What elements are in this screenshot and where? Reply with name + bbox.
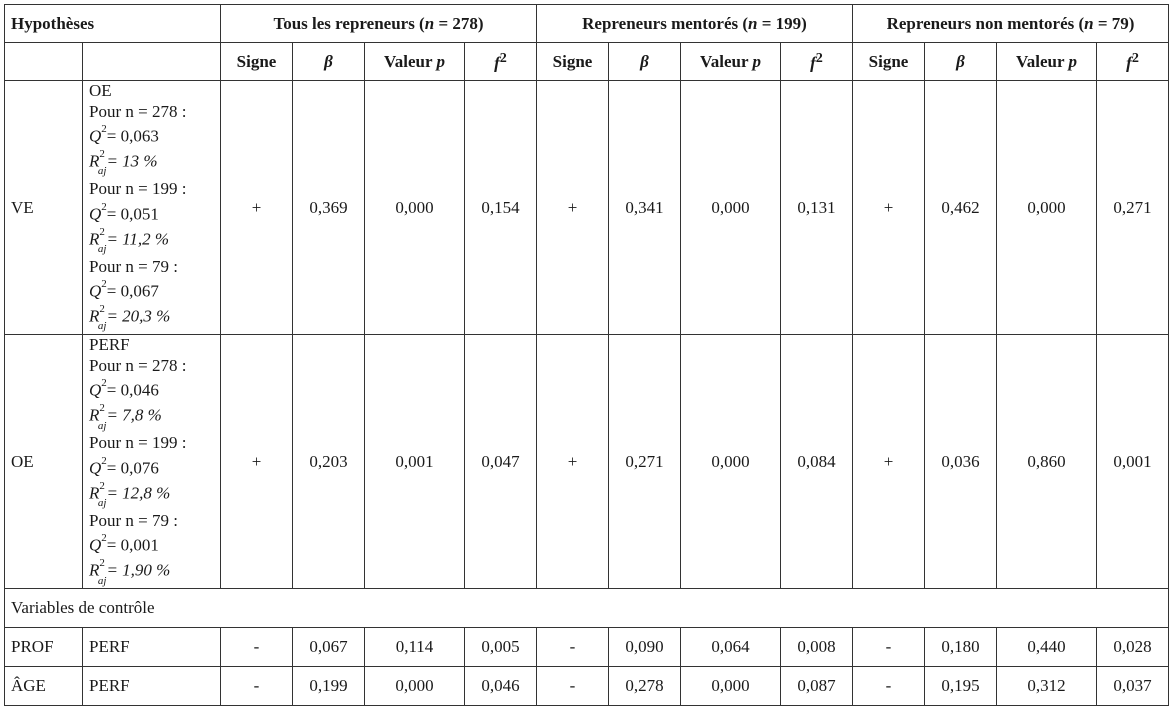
table-cell: -	[537, 628, 609, 667]
r2-value: = 7,8 %	[106, 406, 162, 426]
table-cell: 0,312	[997, 667, 1097, 706]
table-cell: 0,046	[465, 667, 537, 706]
q2-value: = 0,046	[106, 380, 159, 400]
group-n: = 278)	[434, 13, 484, 33]
table-cell: +	[853, 335, 925, 589]
table-cell: +	[537, 81, 609, 335]
stat-r2	[89, 302, 214, 334]
r2-value: = 20,3 %	[106, 307, 171, 327]
q2-value: = 0,067	[106, 281, 159, 301]
table-cell: +	[221, 81, 293, 335]
col-pvalue-header	[681, 43, 781, 81]
beta-symbol: β	[956, 51, 965, 71]
q-superscript: 2	[101, 532, 107, 545]
q2-value: = 0,051	[106, 204, 159, 224]
q-symbol: Q	[89, 126, 102, 146]
stat-q2	[89, 454, 214, 479]
table-cell: 0,000	[365, 667, 465, 706]
r-symbol: R	[89, 152, 100, 172]
col-beta-header	[925, 43, 997, 81]
table-cell: 0,203	[293, 335, 365, 589]
group-label: Tous les repreneurs (	[273, 13, 425, 33]
hypotheses-header	[5, 5, 221, 43]
group-label: Repreneurs mentorés (	[582, 13, 749, 33]
r2-value: = 1,90 %	[106, 561, 171, 581]
row-target-stats	[83, 335, 221, 589]
table-cell: 0,462	[925, 81, 997, 335]
n-symbol: n	[748, 13, 758, 33]
table-cell: 0,000	[365, 81, 465, 335]
col-f2-header	[781, 43, 853, 81]
stat-q2	[89, 122, 214, 147]
table-cell: 0,195	[925, 667, 997, 706]
f-symbol: f	[810, 53, 816, 73]
table-cell: -	[537, 667, 609, 706]
table-cell: 0,090	[609, 628, 681, 667]
table-cell: 0,114	[365, 628, 465, 667]
table-cell: 0,000	[997, 81, 1097, 335]
row-variable: PROF	[5, 628, 83, 667]
table-cell: 0,047	[465, 335, 537, 589]
f-superscript: 2	[815, 49, 823, 66]
table-cell: 0,001	[365, 335, 465, 589]
col-f2-header	[1097, 43, 1169, 81]
q-symbol: Q	[89, 204, 102, 224]
aj-subscript: aj	[97, 574, 107, 587]
table-cell: 0,154	[465, 81, 537, 335]
r-superscript: 2	[99, 402, 105, 415]
stat-r2	[89, 147, 214, 179]
table-cell: 0,084	[781, 335, 853, 589]
f-symbol: f	[1126, 53, 1132, 73]
group-header-mentored	[537, 5, 853, 43]
stat-pour: Pour n = 79 :	[89, 510, 178, 530]
aj-subscript: aj	[97, 419, 107, 432]
beta-symbol: β	[640, 51, 649, 71]
n-symbol: n	[1084, 13, 1094, 33]
p-symbol: p	[436, 51, 445, 71]
table-cell: 0,180	[925, 628, 997, 667]
q2-value: = 0,001	[106, 535, 159, 555]
r-superscript: 2	[99, 557, 105, 570]
stat-pour: Pour n = 278 :	[89, 101, 187, 121]
col-beta-header	[293, 43, 365, 81]
table-cell: 0,036	[925, 335, 997, 589]
hypotheses-label: Hypothèses	[11, 13, 95, 33]
aj-subscript: aj	[97, 242, 107, 255]
table-cell: 0,087	[781, 667, 853, 706]
header-row-columns	[5, 43, 1169, 81]
r-superscript: 2	[99, 148, 105, 161]
row-variable: ÂGE	[5, 667, 83, 706]
table-cell: 0,000	[681, 335, 781, 589]
table-cell: -	[853, 628, 925, 667]
q-symbol: Q	[89, 281, 102, 301]
table-cell: +	[853, 81, 925, 335]
col-signe-header: Signe	[853, 43, 925, 81]
row-target: PERF	[83, 628, 221, 667]
stat-pour: Pour n = 79 :	[89, 256, 178, 276]
f-superscript: 2	[499, 49, 507, 66]
q2-value: = 0,063	[106, 126, 159, 146]
table-cell: 0,341	[609, 81, 681, 335]
q-superscript: 2	[101, 278, 107, 291]
table-cell: +	[221, 335, 293, 589]
valeur-label: Valeur	[700, 51, 753, 71]
aj-subscript: aj	[97, 497, 107, 510]
stat-q2	[89, 277, 214, 302]
table-cell: -	[221, 667, 293, 706]
r-superscript: 2	[99, 303, 105, 316]
stat-q2	[89, 531, 214, 556]
table-row	[5, 667, 1169, 706]
row-target: PERF	[83, 667, 221, 706]
col-beta-header	[609, 43, 681, 81]
empty-header-cell	[83, 43, 221, 81]
row-target: OE	[89, 81, 112, 100]
table-cell: 0,037	[1097, 667, 1169, 706]
q-symbol: Q	[89, 458, 102, 478]
q2-value: = 0,076	[106, 458, 159, 478]
beta-symbol: β	[324, 51, 333, 71]
header-row-groups	[5, 5, 1169, 43]
aj-subscript: aj	[97, 165, 107, 178]
group-header-all	[221, 5, 537, 43]
stat-r2	[89, 401, 214, 433]
table-cell: 0,005	[465, 628, 537, 667]
col-pvalue-header	[365, 43, 465, 81]
stat-q2	[89, 376, 214, 401]
col-pvalue-header	[997, 43, 1097, 81]
row-target-stats	[83, 81, 221, 335]
table-cell: 0,001	[1097, 335, 1169, 589]
r2-value: = 12,8 %	[106, 483, 171, 503]
table-row	[5, 335, 1169, 589]
aj-subscript: aj	[97, 320, 107, 333]
table-cell: 0,008	[781, 628, 853, 667]
row-target: PERF	[89, 335, 130, 355]
r-superscript: 2	[99, 225, 105, 238]
table-cell: 0,064	[681, 628, 781, 667]
table-row	[5, 628, 1169, 667]
group-n: = 79)	[1093, 13, 1135, 33]
table-row	[5, 81, 1169, 335]
table-cell: 0,271	[609, 335, 681, 589]
table-cell: 0,199	[293, 667, 365, 706]
r-symbol: R	[89, 561, 100, 581]
r-symbol: R	[89, 483, 100, 503]
r-symbol: R	[89, 406, 100, 426]
table-cell: -	[221, 628, 293, 667]
r2-value: = 11,2 %	[106, 229, 170, 249]
group-label: Repreneurs non mentorés (	[886, 13, 1085, 33]
table-cell: 0,278	[609, 667, 681, 706]
valeur-label: Valeur	[1016, 51, 1069, 71]
q-superscript: 2	[101, 377, 107, 390]
row-variable: OE	[5, 335, 83, 589]
p-symbol: p	[752, 51, 761, 71]
stat-r2	[89, 556, 214, 588]
table-cell: 0,271	[1097, 81, 1169, 335]
n-symbol: n	[424, 13, 435, 33]
stat-pour: Pour n = 278 :	[89, 355, 187, 375]
col-signe-header: Signe	[221, 43, 293, 81]
q-superscript: 2	[101, 123, 107, 136]
stat-pour: Pour n = 199 :	[89, 179, 187, 199]
table-cell: 0,860	[997, 335, 1097, 589]
results-table	[4, 4, 1169, 706]
table-cell: -	[853, 667, 925, 706]
section-label: Variables de contrôle	[5, 589, 1169, 628]
table-cell: 0,000	[681, 667, 781, 706]
table-cell: 0,000	[681, 81, 781, 335]
f-superscript: 2	[1131, 49, 1139, 66]
r-symbol: R	[89, 229, 100, 249]
r-symbol: R	[89, 307, 100, 327]
section-row	[5, 589, 1169, 628]
q-symbol: Q	[89, 380, 102, 400]
stat-r2	[89, 479, 214, 511]
q-superscript: 2	[101, 454, 107, 467]
group-n: = 199)	[757, 13, 807, 33]
f-symbol: f	[494, 53, 500, 73]
table-cell: 0,131	[781, 81, 853, 335]
stat-q2	[89, 200, 214, 225]
table-cell: +	[537, 335, 609, 589]
empty-header-cell	[5, 43, 83, 81]
group-header-non-mentored	[853, 5, 1169, 43]
r-superscript: 2	[99, 479, 105, 492]
row-variable: VE	[5, 81, 83, 335]
valeur-label: Valeur	[384, 51, 437, 71]
table-cell: 0,440	[997, 628, 1097, 667]
stat-pour: Pour n = 199 :	[89, 433, 187, 453]
p-symbol: p	[1068, 51, 1077, 71]
table-cell: 0,028	[1097, 628, 1169, 667]
col-signe-header: Signe	[537, 43, 609, 81]
stat-r2	[89, 225, 214, 257]
q-symbol: Q	[89, 535, 102, 555]
table-cell: 0,067	[293, 628, 365, 667]
col-f2-header	[465, 43, 537, 81]
r2-value: = 13 %	[106, 152, 158, 172]
q-superscript: 2	[101, 200, 107, 213]
table-cell: 0,369	[293, 81, 365, 335]
